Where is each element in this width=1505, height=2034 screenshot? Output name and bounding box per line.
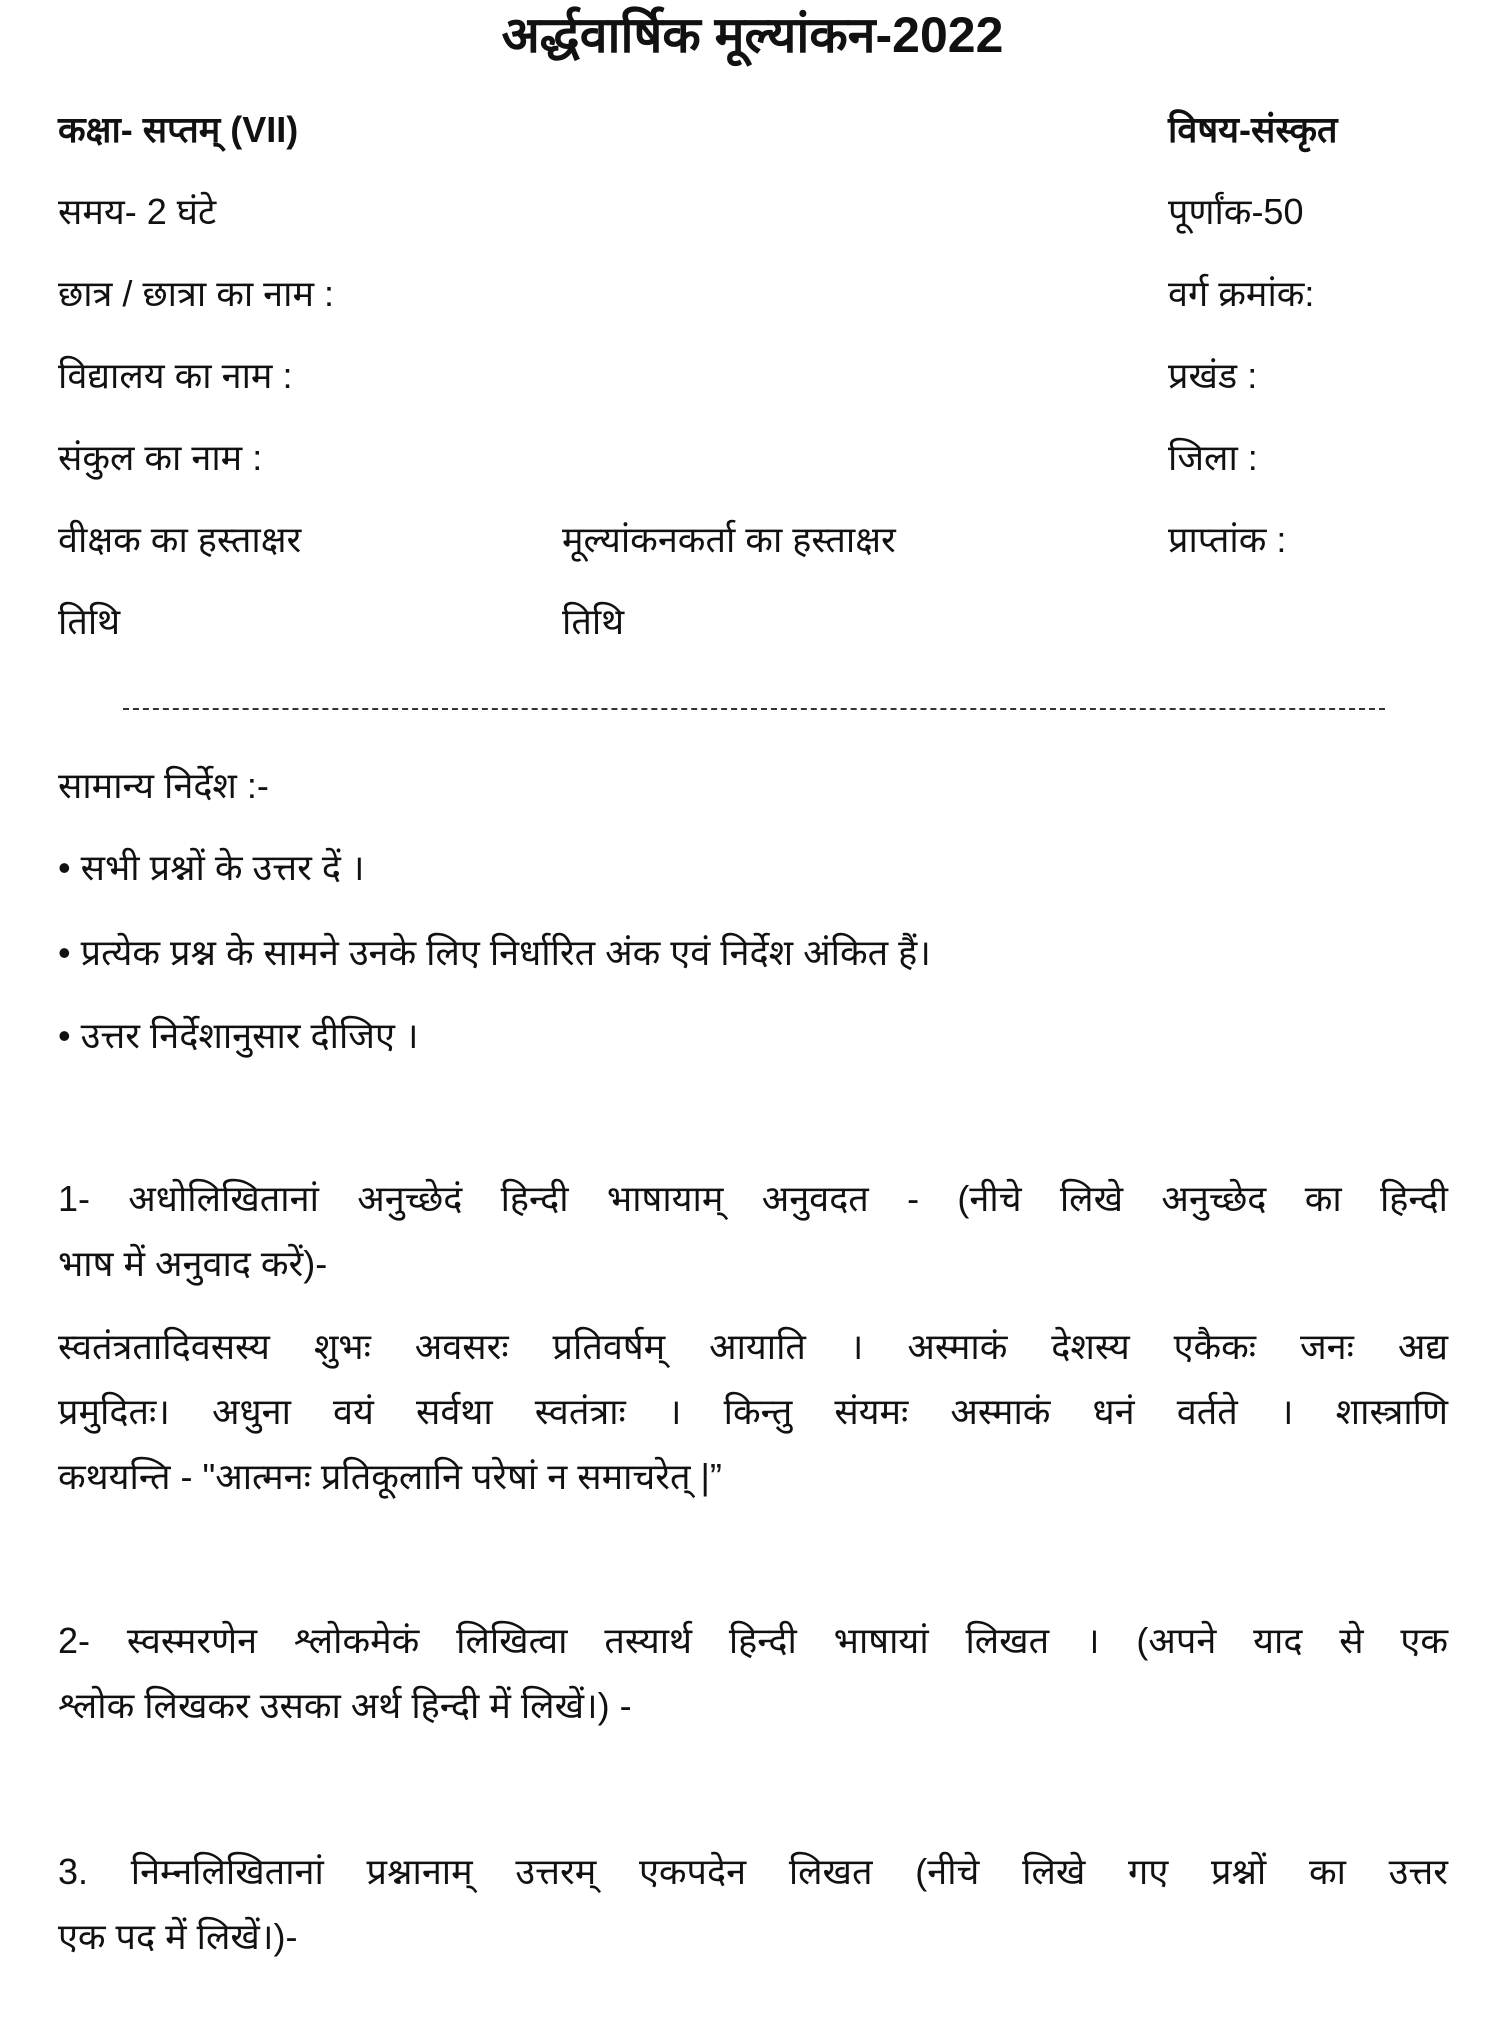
student-name-field: छात्र / छात्रा का नाम : <box>58 273 335 314</box>
header-info <box>58 108 1448 682</box>
page-title: अर्द्धवार्षिक मूल्यांकन-2022 <box>501 7 1004 63</box>
date-field-left: तिथि <box>58 601 121 642</box>
roll-no-field: वर्ग क्रमांक: <box>1168 273 1315 314</box>
invigilator-sign-field: वीक्षक का हस्ताक्षर <box>58 519 302 560</box>
district-field: जिला : <box>1168 437 1258 478</box>
question-3-cont: एक पद में लिखें।)- <box>58 1916 298 1957</box>
question-2-cont: श्लोक लिखकर उसका अर्थ हिन्दी में लिखें।) - <box>58 1685 632 1726</box>
question-1-cont: भाष में अनुवाद करें)- <box>58 1243 328 1284</box>
empty-cell <box>1168 600 1448 682</box>
date-field-middle: तिथि <box>562 601 625 642</box>
divider <box>123 708 1385 710</box>
subject-label: विषय-संस्कृत <box>1168 109 1338 150</box>
empty-cell <box>562 272 1168 354</box>
instruction-item: • प्रत्येक प्रश्न के सामने उनके लिए निर्धारित अंक एवं निर्देश अंकित हैं। <box>58 932 931 973</box>
passage-line: कथयन्ति - "आत्मनः प्रतिकूलानि परेषां न समाचरेत् |” <box>58 1456 722 1497</box>
empty-cell <box>562 436 1168 518</box>
empty-cell <box>562 354 1168 436</box>
evaluator-sign-field: मूल्यांकनकर्ता का हस्ताक्षर <box>562 519 896 560</box>
block-field: प्रखंड : <box>1168 355 1258 396</box>
question-3: 3. निम्नलिखितानां प्रश्नानाम् उत्तरम् एकपदेन लिखत (नीचे लिखे गए प्रश्नों का उत्तर <box>58 1851 1448 1892</box>
instructions-heading: सामान्य निर्देश :- <box>58 765 269 806</box>
empty-cell <box>562 190 1168 272</box>
question-1: 1- अधोलिखितानां अनुच्छेदं हिन्दी भाषायाम् अनुवदत - (नीचे लिखे अनुच्छेद का हिन्दी <box>58 1178 1448 1219</box>
cluster-name-field: संकुल का नाम : <box>58 437 263 478</box>
instruction-item: • सभी प्रश्नों के उत्तर दें । <box>58 847 365 888</box>
question-2: 2- स्वस्मरणेन श्लोकमेकं लिखित्वा तस्यार्थ हिन्दी भाषायां लिखत । (अपने याद से एक <box>58 1620 1448 1661</box>
school-name-field: विद्यालय का नाम : <box>58 355 293 396</box>
class-label: कक्षा- सप्तम् (VII) <box>58 109 299 150</box>
time-label: समय- 2 घंटे <box>58 191 217 232</box>
empty-cell <box>562 108 1168 190</box>
passage-line: प्रमुदितः। अधुना वयं सर्वथा स्वतंत्राः । किन्तु संयमः अस्माकं धनं वर्तते । शास्त्राणि <box>58 1391 1448 1432</box>
passage-line: स्वतंत्रतादिवसस्य शुभः अवसरः प्रतिवर्षम् आयाति । अस्माकं देशस्य एकैकः जनः अद्य <box>58 1326 1448 1367</box>
instruction-item: • उत्तर निर्देशानुसार दीजिए । <box>58 1015 419 1056</box>
full-marks-label: पूर्णांक-50 <box>1168 191 1304 232</box>
marks-obtained-field: प्राप्तांक : <box>1168 519 1287 560</box>
